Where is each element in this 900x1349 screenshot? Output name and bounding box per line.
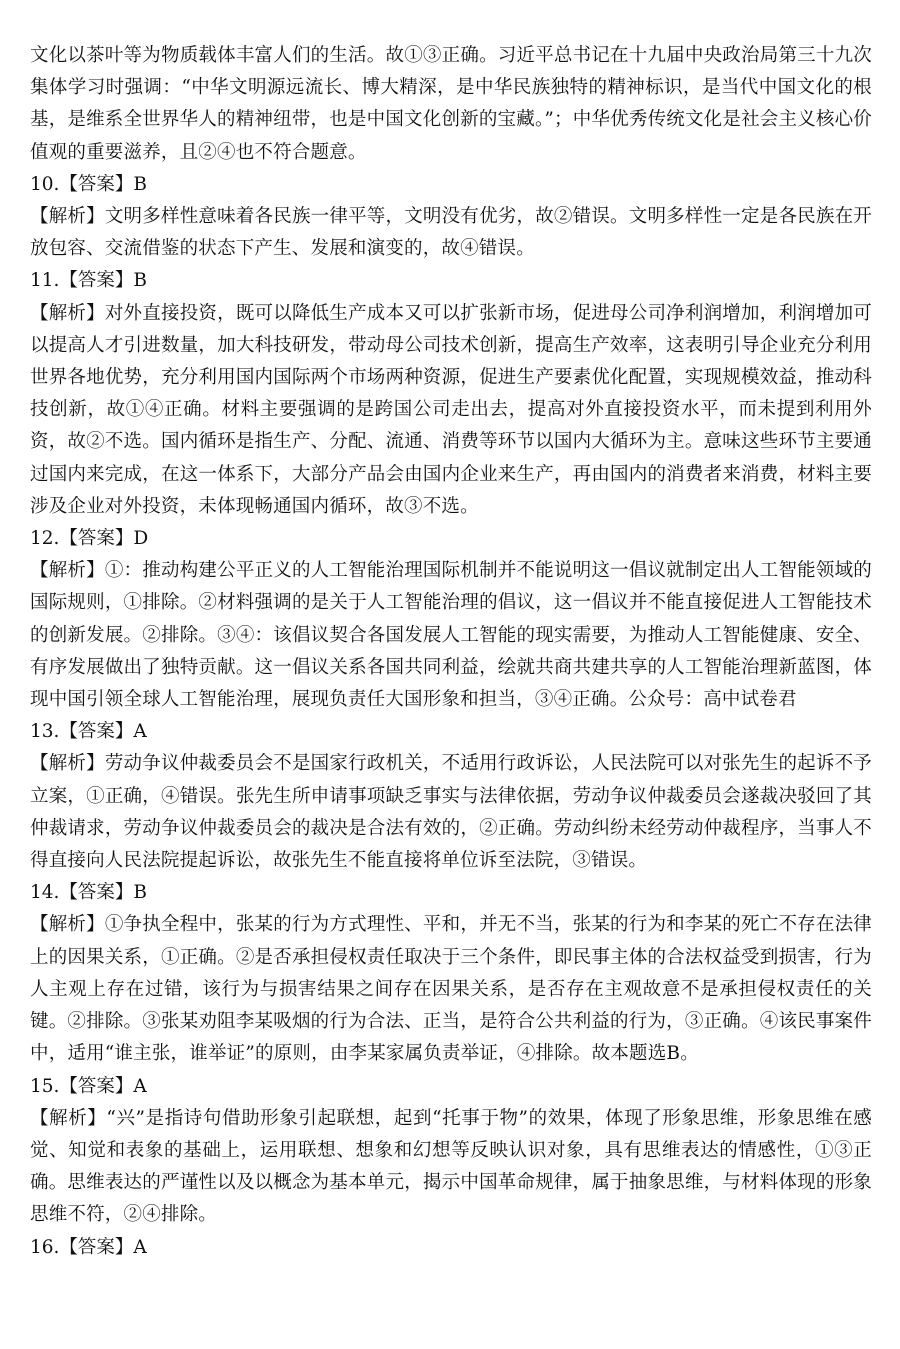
answer-10: 10.【答案】B: [30, 173, 148, 195]
answer-14: 14.【答案】B: [30, 882, 148, 904]
analysis-10: 【解析】文明多样性意味着各民族一律平等，文明没有优劣，故②错误。文明多样性一定是各民族在开放包容、交流借鉴的状态下产生、发展和演变的，故④错误。: [30, 206, 872, 260]
answer-11: 11.【答案】B: [30, 270, 148, 292]
answer-12: 12.【答案】D: [30, 528, 149, 550]
analysis-11: 【解析】对外直接投资，既可以降低生产成本又可以扩张新市场，促进母公司净利润增加，利润增加可以提高人才引进数量，加大科技研发，带动母公司技术创新，提高生产效率，这表明引导企业充分利用世界各地优势，充分利用国内国际两个市场两种资源，促进生产要素优化配置，实现规模效益，推动科技创新，故①④正确。材料主要强调的是跨国公司走出去，提高对外直接投资水平，而未提到利用外资，故②不选。国内循环是指生产、分配、流通、消费等环节以国内大循环为主。意味这些环节主要通过国内来完成，在这一体系下，大部分产品会由国内企业来生产，再由国内的消费者来消费，材料主要涉及企业对外投资，未体现畅通国内循环，故③不选。: [30, 302, 872, 517]
document-page: [30, 40, 872, 1264]
analysis-12: 【解析】①：推动构建公平正义的人工智能治理国际机制并不能说明这一倡议就制定出人工智能领域的国际规则，①排除。②材料强调的是关于人工智能治理的倡议，这一倡议并不能直接促进人工智能技术的创新发展。②排除。③④：该倡议契合各国发展人工智能的现实需要，为推动人工智能健康、安全、有序发展做出了独特贡献。这一倡议关系各国共同利益，绘就共商共建共享的人工智能治理新蓝图，体现中国引领全球人工智能治理，展现负责任大国形象和担当，③④正确。公众号：高中试卷君: [30, 560, 872, 711]
answer-15: 15.【答案】A: [30, 1075, 147, 1097]
analysis-14: 【解析】①争执全程中，张某的行为方式理性、平和，并无不当，张某的行为和李某的死亡不存在法律上的因果关系，①正确。②是否承担侵权责任取决于三个条件，即民事主体的合法权益受到损害，行为人主观上存在过错，该行为与损害结果之间存在因果关系，是否存在主观故意不是承担侵权责任的关键。②排除。③张某劝阻李某吸烟的行为合法、正当，是符合公共利益的行为，③正确。④该民事案件中，适用“谁主张，谁举证”的原则，由李某家属负责举证，④排除。故本题选B。: [30, 914, 872, 1065]
answer-13: 13.【答案】A: [30, 721, 147, 743]
analysis-15: 【解析】“兴”是指诗句借助形象引起联想，起到“托事于物”的效果，体现了形象思维，形象思维在感觉、知觉和表象的基础上，运用联想、想象和幻想等反映认识对象，具有思维表达的情感性，①③正确。思维表达的严谨性以及以概念为基本单元，揭示中国革命规律，属于抽象思维，与材料体现的形象思维不符，②④排除。: [30, 1107, 872, 1226]
answer-16: 16.【答案】A: [30, 1236, 147, 1258]
paragraph-continuation: 文化以茶叶等为物质载体丰富人们的生活。故①③正确。习近平总书记在十九届中央政治局第三十九次集体学习时强调：“中华文明源远流长、博大精深，是中华民族独特的精神标识，是当代中国文化的根基，是维系全世界华人的精神纽带，也是中国文化创新的宝藏。”；中华优秀传统文化是社会主义核心价值观的重要滋养，且②④也不符合题意。: [30, 45, 872, 163]
analysis-13: 【解析】劳动争议仲裁委员会不是国家行政机关，不适用行政诉讼，人民法院可以对张先生的起诉不予立案，①正确，④错误。张先生所申请事项缺乏事实与法律依据，劳动争议仲裁委员会遂裁决驳回了其仲裁请求，劳动争议仲裁委员会的裁决是合法有效的，②正确。劳动纠纷未经劳动仲裁程序，当事人不得直接向人民法院提起诉讼，故张先生不能直接将单位诉至法院，③错误。: [30, 753, 872, 872]
